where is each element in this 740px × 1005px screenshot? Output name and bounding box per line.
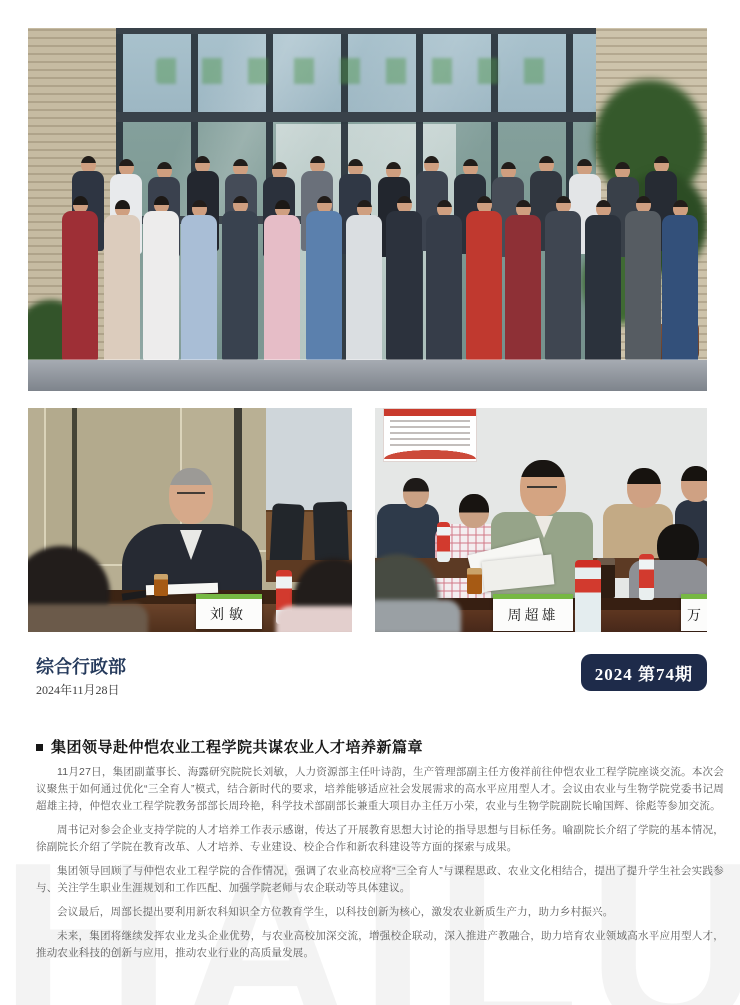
person bbox=[545, 196, 581, 361]
square-bullet-icon bbox=[36, 744, 43, 751]
publication-date: 2024年11月28日 bbox=[36, 683, 120, 697]
person bbox=[104, 200, 140, 365]
person bbox=[222, 196, 258, 361]
nameplate-partial-wan bbox=[681, 594, 707, 631]
nameplate-liu-min bbox=[196, 594, 262, 629]
person bbox=[181, 200, 217, 365]
window-transom bbox=[116, 112, 596, 122]
attendee-head bbox=[403, 478, 429, 508]
nameplate-label: 万 bbox=[687, 609, 701, 624]
speaker-glasses bbox=[177, 492, 205, 501]
foreground-attendee-shoulder bbox=[375, 600, 461, 632]
window-top-frame bbox=[116, 28, 596, 34]
body-paragraph: 未来，集团将继续发挥农业龙头企业优势，与农业高校加深交流，增强校企联动，深入推进产教融合，助力培育农业领域高水平应用型人才，推动农业科技的创新与应用，推动农业行业的高质量发展。 bbox=[36, 930, 724, 959]
article-title-row bbox=[36, 738, 716, 757]
person bbox=[306, 196, 342, 361]
person-body bbox=[143, 211, 179, 361]
person bbox=[585, 200, 621, 365]
group-photo bbox=[28, 28, 707, 391]
person bbox=[625, 196, 661, 361]
person-body bbox=[545, 211, 581, 361]
meeting-photo-right bbox=[375, 408, 707, 632]
reader-glasses bbox=[527, 486, 557, 495]
chair bbox=[269, 503, 304, 569]
person bbox=[62, 196, 98, 361]
person-body bbox=[625, 211, 661, 361]
poster-text-lines bbox=[390, 420, 470, 446]
person-body bbox=[306, 211, 342, 361]
wall-poster bbox=[383, 408, 477, 462]
attendee-head bbox=[459, 494, 489, 528]
tea-cup bbox=[467, 568, 482, 594]
attendee-torso bbox=[377, 504, 439, 562]
person-body bbox=[585, 215, 621, 365]
water-bottle bbox=[639, 554, 654, 600]
person-body bbox=[386, 211, 422, 361]
body-paragraph: 周书记对参会企业支持学院的人才培养工作表示感谢，传达了开展教育思想大讨论的指导思想与目标任务。喻副院长介绍了学院的基本情况，徐副院长介绍了学院在教育改革、人才培养、专业建设、校企合作和新农科建设等方面的探索与成果。 bbox=[36, 824, 724, 853]
foreground-water-bottle bbox=[575, 560, 601, 632]
person-body bbox=[662, 215, 698, 365]
person-body bbox=[466, 211, 502, 361]
article-title: 集团领导赴仲恺农业工程学院共谋农业人才培养新篇章 bbox=[51, 739, 424, 756]
person bbox=[662, 200, 698, 365]
attendee-head bbox=[627, 468, 661, 508]
nameplate-label: 刘敏 bbox=[210, 608, 248, 623]
person bbox=[386, 196, 422, 361]
issue-badge: 2024 第74期 bbox=[581, 654, 707, 691]
meeting-photo-left bbox=[28, 408, 352, 632]
person-body bbox=[222, 211, 258, 361]
person-body bbox=[505, 215, 541, 365]
person-body bbox=[104, 215, 140, 365]
pavement bbox=[28, 360, 707, 391]
body-paragraph: 集团领导回顾了与仲恺农业工程学院的合作情况，强调了农业高校应将“三全育人”与课程思政、农业文化相结合，提出了提升学生社会实践参与、关注学生职业生涯规划和工作匹配、加强学院老师与农企联动等具体建议。 bbox=[36, 865, 724, 894]
person bbox=[264, 200, 300, 365]
nameplate-zhou-chaoxiong bbox=[493, 594, 573, 631]
person-body bbox=[62, 211, 98, 361]
poster-header bbox=[384, 409, 476, 416]
etched-glass-lettering bbox=[156, 58, 546, 84]
person bbox=[346, 200, 382, 365]
person bbox=[426, 200, 462, 365]
body-paragraph: 会议最后，周部长提出要利用新农科知识全方位教育学生，以科技创新为核心，激发农业新质生产力，助力乡村振兴。 bbox=[57, 906, 614, 918]
person-body bbox=[346, 215, 382, 365]
attendee-head bbox=[681, 466, 707, 502]
person-body bbox=[181, 215, 217, 365]
department-name: 综合行政部 bbox=[36, 657, 126, 677]
nameplate-label: 周超雄 bbox=[507, 609, 559, 624]
person-body bbox=[426, 215, 462, 365]
person bbox=[143, 196, 179, 361]
person bbox=[466, 196, 502, 361]
person bbox=[505, 200, 541, 365]
water-bottle bbox=[437, 522, 450, 562]
person-body bbox=[264, 215, 300, 365]
foreground-attendee-shoulder bbox=[276, 606, 352, 632]
poster-red-band bbox=[384, 450, 476, 459]
foreground-attendee-shoulder bbox=[28, 604, 148, 632]
body-paragraph: 11月27日，集团副董事长、海露研究院院长刘敏，人力资源部主任叶诗韵，生产管理部副主任方俊祥前往仲恺农业工程学院座谈交流。本次会议聚焦于如何通过优化“三全育人”模式，结合新时代的要求，培养能够适应社会发展需求的高水平应用型人才。会议由农业与生物学院党委书记周超雄主持，仲恺农业工程学院教务部部长周玲艳，科学技术部副部长兼重大项目办主任万小荣，农业与生物学院副院长喻国辉、徐彪等参加交流。 bbox=[36, 766, 724, 812]
tea-glass bbox=[154, 574, 168, 596]
article-body bbox=[36, 764, 724, 969]
